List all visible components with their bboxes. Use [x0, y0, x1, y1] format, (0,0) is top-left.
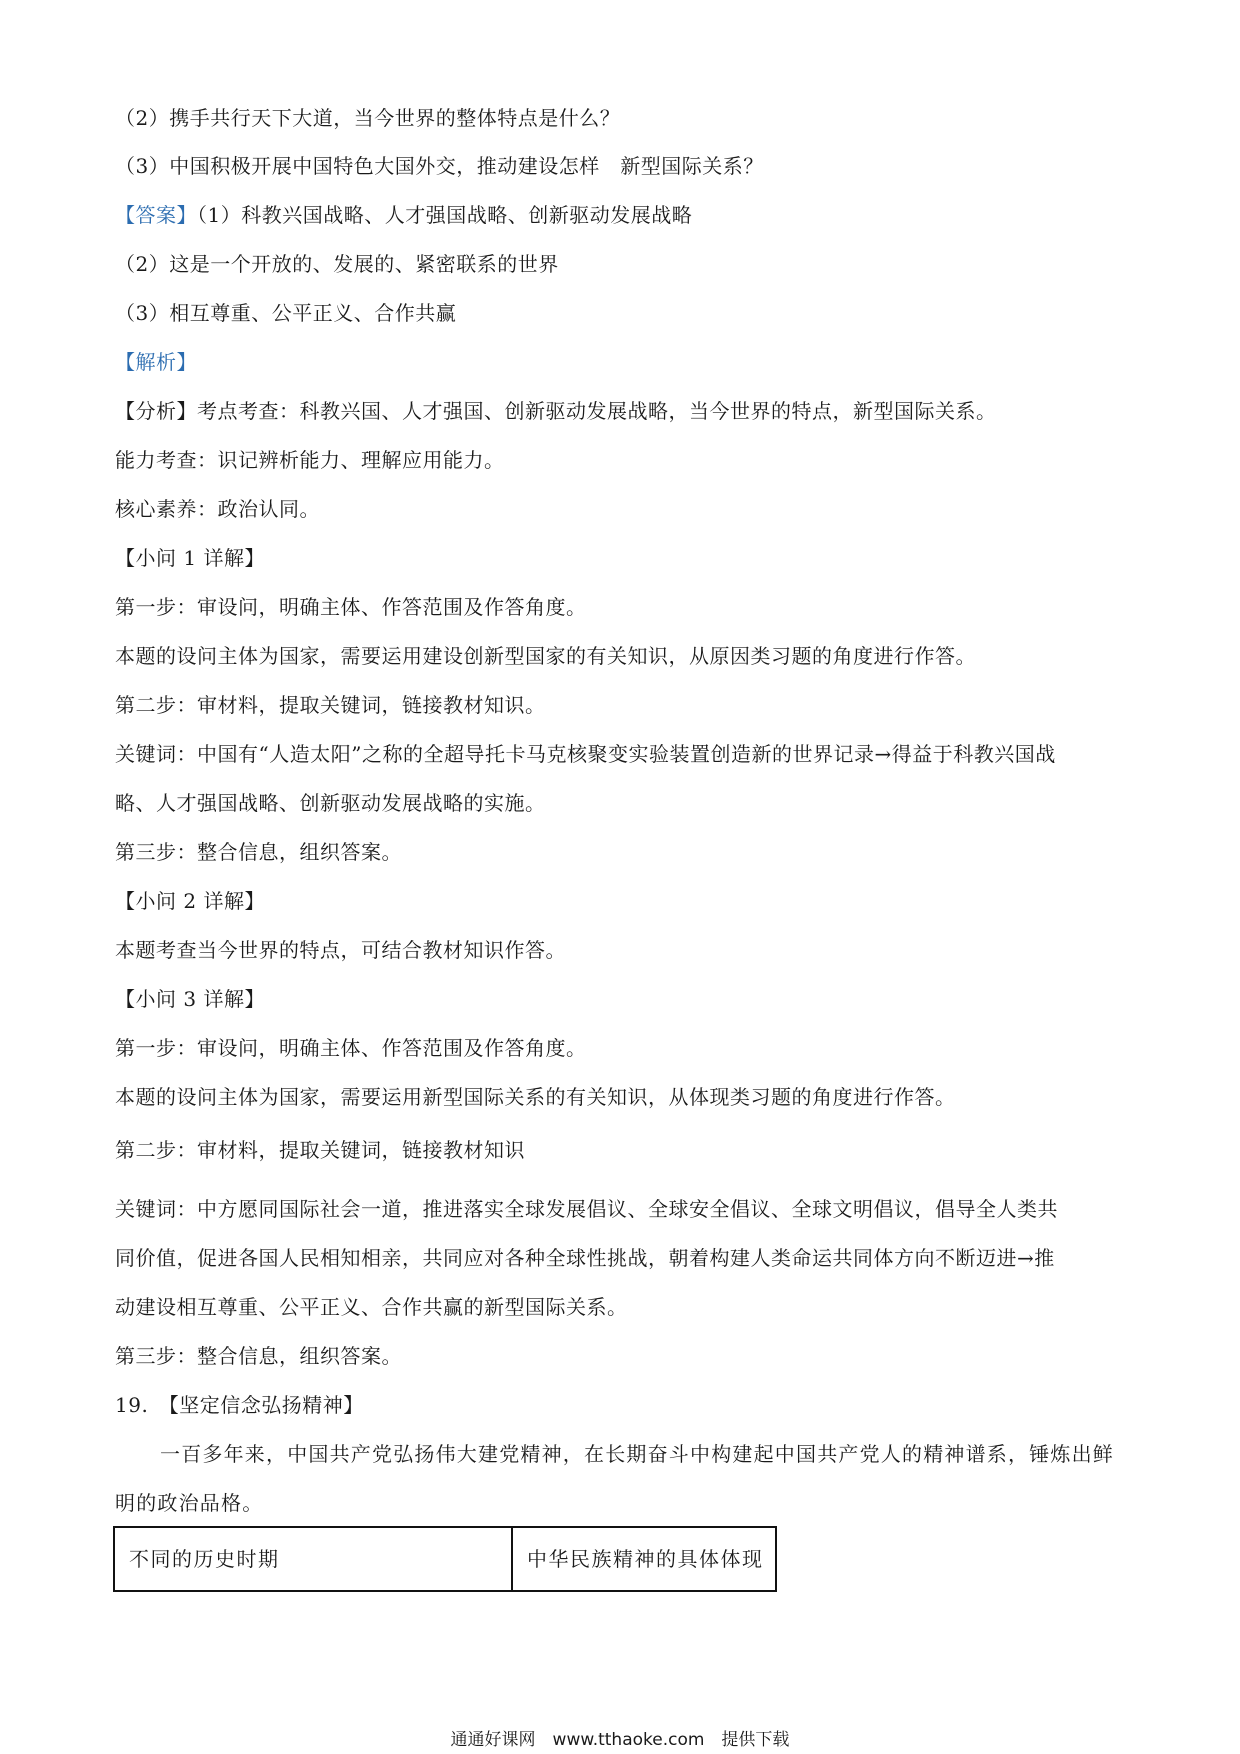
sub1-keywords-2: 略、人才强国战略、创新驱动发展战略的实施。 — [115, 791, 546, 815]
question-19-title: 19. 【坚定信念弘扬精神】 — [115, 1393, 364, 1417]
answer-1: （1）科教兴国战略、人才强国战略、创新驱动发展战略 — [197, 203, 693, 227]
answer-2: （2）这是一个开放的、发展的、紧密联系的世界 — [115, 252, 559, 276]
analysis-core: 核心素养：政治认同。 — [115, 497, 320, 521]
question-2: （2）携手共行天下大道，当今世界的整体特点是什么？ — [115, 106, 621, 130]
sub1-keywords-1: 关键词：中国有“人造太阳”之称的全超导托卡马克核聚变实验装置创造新的世界记录→得益于科教兴国战 — [115, 742, 1056, 766]
analysis-tag: 【解析】 — [115, 350, 197, 374]
sub1-subject: 本题的设问主体为国家，需要运用建设创新型国家的有关知识，从原因类习题的角度进行作答。 — [115, 644, 976, 668]
sub3-title: 【小问 3 详解】 — [115, 987, 265, 1011]
sub3-step1: 第一步：审设问，明确主体、作答范围及作答角度。 — [115, 1036, 587, 1060]
question-3: （3）中国积极开展中国特色大国外交，推动建设怎样 新型国际关系？ — [115, 154, 764, 178]
sub3-keywords-1: 关键词：中方愿同国际社会一道，推进落实全球发展倡议、全球安全倡议、全球文明倡议，倡导全人类共 — [115, 1197, 1058, 1221]
sub1-step3: 第三步：整合信息，组织答案。 — [115, 840, 402, 864]
sub3-step3: 第三步：整合信息，组织答案。 — [115, 1344, 402, 1368]
question-19-para-2: 明的政治品格。 — [115, 1491, 264, 1515]
sub2-text: 本题考查当今世界的特点，可结合教材知识作答。 — [115, 938, 566, 962]
sub1-title: 【小问 1 详解】 — [115, 546, 265, 570]
history-period-table — [113, 1526, 777, 1592]
analysis-ability: 能力考查：识记辨析能力、理解应用能力。 — [115, 448, 505, 472]
answer-line-1 — [115, 202, 692, 228]
table-header-spirit: 中华民族精神的具体体现 — [527, 1547, 764, 1571]
sub3-subject: 本题的设问主体为国家，需要运用新型国际关系的有关知识，从体现类习题的角度进行作答。 — [115, 1085, 956, 1109]
sub3-keywords-3: 动建设相互尊重、公平正义、合作共赢的新型国际关系。 — [115, 1295, 628, 1319]
answer-tag: 【答案】 — [115, 203, 197, 227]
sub1-step1: 第一步：审设问，明确主体、作答范围及作答角度。 — [115, 595, 587, 619]
sub2-title: 【小问 2 详解】 — [115, 889, 265, 913]
question-19-para-1: 一百多年来，中国共产党弘扬伟大建党精神，在长期奋斗中构建起中国共产党人的精神谱系，锤炼出鲜 — [160, 1442, 1114, 1466]
sub1-step2: 第二步：审材料，提取关键词，链接教材知识。 — [115, 693, 546, 717]
table-header-period: 不同的历史时期 — [115, 1528, 513, 1590]
answer-3: （3）相互尊重、公平正义、合作共赢 — [115, 301, 457, 325]
analysis-fenxi: 【分析】考点考查：科教兴国、人才强国、创新驱动发展战略，当今世界的特点，新型国际关系。 — [115, 399, 997, 423]
sub3-step2: 第二步：审材料，提取关键词，链接教材知识 — [115, 1138, 525, 1162]
sub3-keywords-2: 同价值，促进各国人民相知相亲，共同应对各种全球性挑战，朝着构建人类命运共同体方向不断迈进→推 — [115, 1246, 1055, 1270]
page-footer: 通通好课网 www.tthaoke.com 提供下载 — [450, 1730, 790, 1750]
